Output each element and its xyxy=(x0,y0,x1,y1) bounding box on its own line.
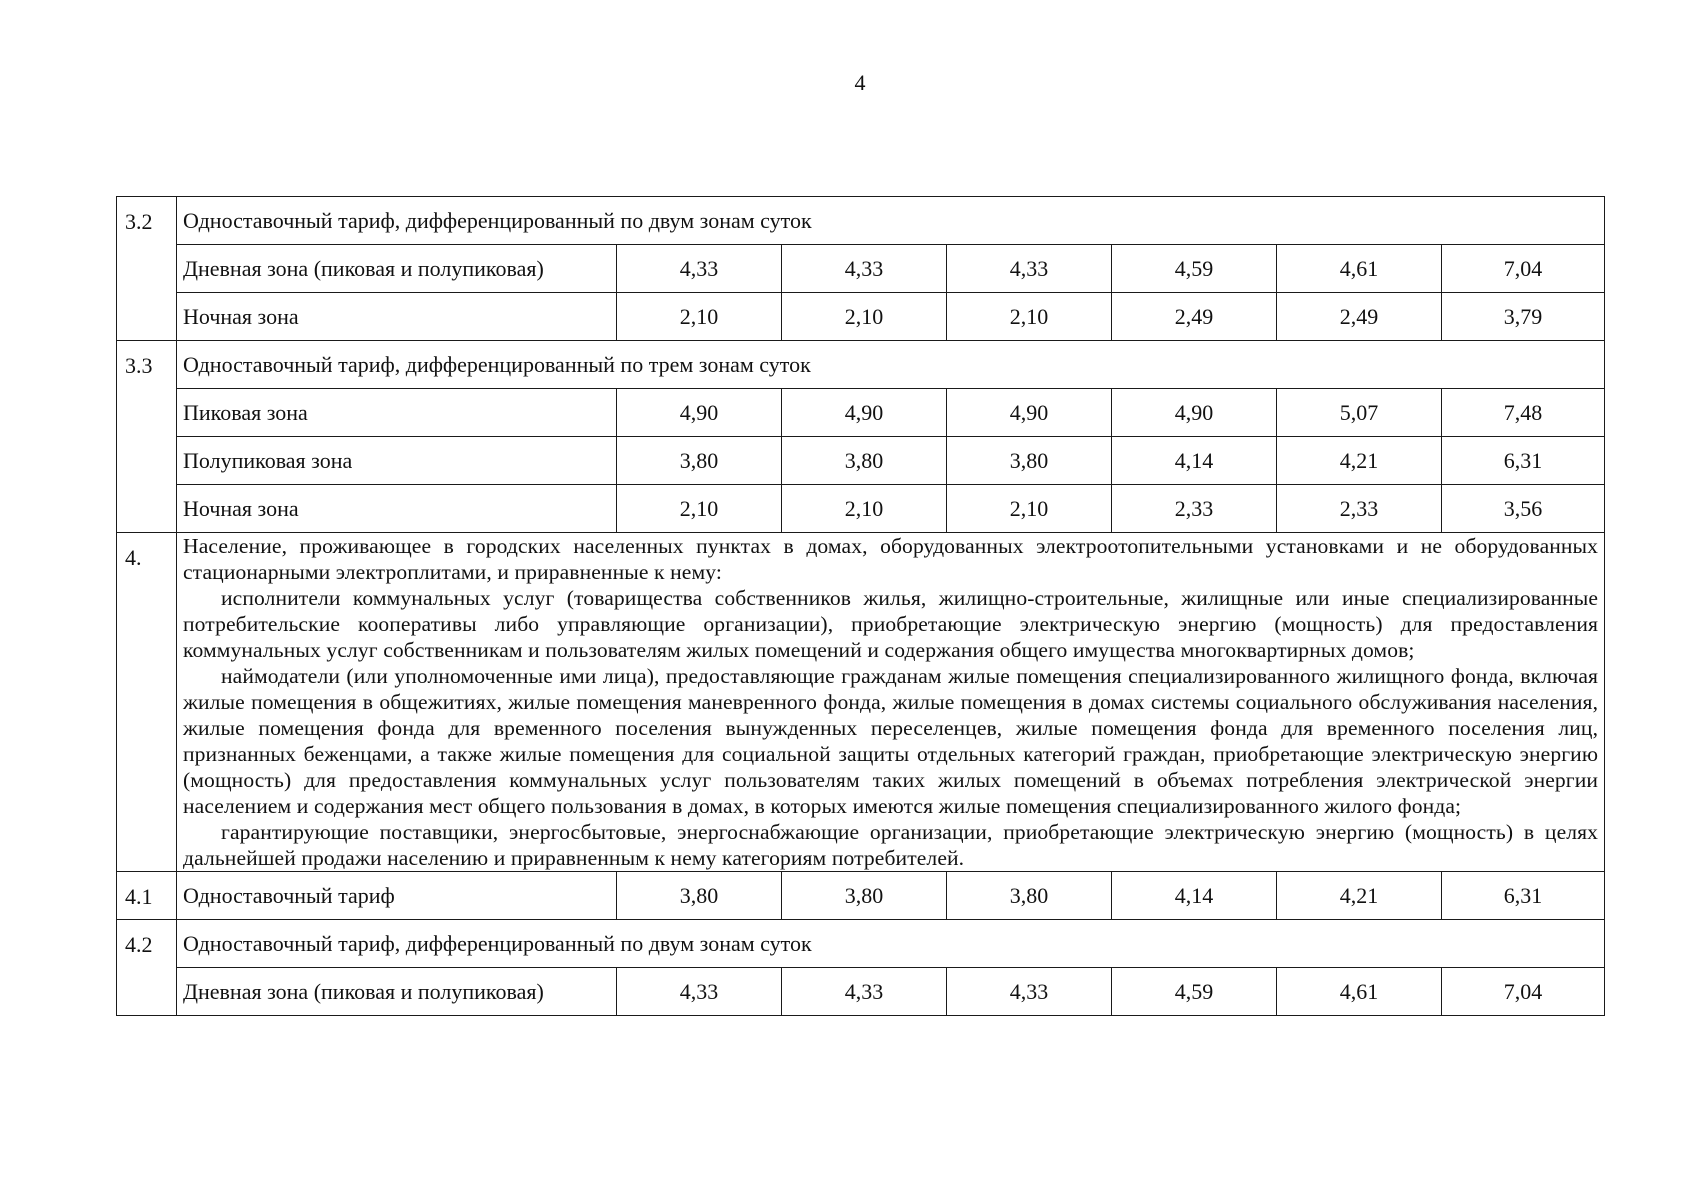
tariff-value: 3,80 xyxy=(947,437,1112,485)
table-row xyxy=(117,341,1605,389)
description-paragraph: исполнители коммунальных услуг (товарищества собственников жилья, жилищно-строительные, жилищные или иные специализированные потребительские кооперативы либо управляющие организации), приобретающие электрическую энергию (мощность) для предоставления коммунальных услуг собственникам и пользователям жилых помещений и содержания общего имущества многоквартирных домов; xyxy=(183,586,1599,662)
tariff-value: 3,79 xyxy=(1442,293,1605,341)
tariff-value: 4,59 xyxy=(1112,245,1277,293)
tariff-value: 6,31 xyxy=(1442,872,1605,920)
tariff-value: 4,90 xyxy=(1112,389,1277,437)
table-row xyxy=(117,389,1605,437)
row-label: Ночная зона xyxy=(177,485,617,533)
row-number: 4.1 xyxy=(117,872,177,920)
row-label: Пиковая зона xyxy=(177,389,617,437)
row-label: Полупиковая зона xyxy=(177,437,617,485)
description-paragraph: наймодатели (или уполномоченные ими лица), предоставляющие гражданам жилые помещения специализированного жилищного фонда, включая жилые помещения в общежитиях, жилые помещения маневренного фонда, жилые помещения в домах системы социального обслуживания населения, жилые помещения фонда для временного поселения вынужденных переселенцев, жилые помещения фонда для временного поселения лиц, признанных беженцами, а также жилые помещения для социальной защиты отдельных категорий граждан, приобретающие электрическую энергию (мощность) для предоставления коммунальных услуг пользователям таких жилых помещений в объемах потребления электрической энергии населением и содержания мест общего пользования в домах, в которых имеются жилые помещения специализированного жилого фонда; xyxy=(183,664,1599,818)
tariff-value: 3,80 xyxy=(782,872,947,920)
tariff-value: 6,31 xyxy=(1442,437,1605,485)
tariff-value: 2,33 xyxy=(1112,485,1277,533)
tariff-value: 2,10 xyxy=(782,293,947,341)
tariff-value: 2,49 xyxy=(1277,293,1442,341)
tariff-value: 4,33 xyxy=(617,968,782,1016)
section-title: Одноставочный тариф, дифференцированный по двум зонам суток xyxy=(177,197,1605,245)
tariff-value: 5,07 xyxy=(1277,389,1442,437)
tariff-value: 4,61 xyxy=(1277,245,1442,293)
tariff-value: 2,10 xyxy=(617,293,782,341)
row-label: Одноставочный тариф xyxy=(177,872,617,920)
description-paragraph: гарантирующие поставщики, энергосбытовые, энергоснабжающие организации, приобретающие электрическую энергию (мощность) в целях дальнейшей продажи населению и приравненным к нему категориям потребителей. xyxy=(183,820,1599,870)
tariff-value: 4,90 xyxy=(782,389,947,437)
tariff-value: 2,10 xyxy=(947,485,1112,533)
tariff-value: 3,80 xyxy=(617,872,782,920)
section-title: Одноставочный тариф, дифференцированный по двум зонам суток xyxy=(177,920,1605,968)
tariff-value: 2,10 xyxy=(617,485,782,533)
row-label: Ночная зона xyxy=(177,293,617,341)
page-number: 4 xyxy=(854,70,866,95)
tariff-value: 7,04 xyxy=(1442,968,1605,1016)
table-row xyxy=(117,437,1605,485)
tariff-value: 3,80 xyxy=(782,437,947,485)
tariff-value: 4,21 xyxy=(1277,437,1442,485)
tariff-value: 3,80 xyxy=(947,872,1112,920)
tariff-value: 4,33 xyxy=(947,968,1112,1016)
tariff-value: 4,21 xyxy=(1277,872,1442,920)
consumer-description xyxy=(177,533,1605,872)
tariff-value: 7,48 xyxy=(1442,389,1605,437)
tariff-value: 4,59 xyxy=(1112,968,1277,1016)
tariff-value: 4,14 xyxy=(1112,872,1277,920)
section-title: Одноставочный тариф, дифференцированный по трем зонам суток xyxy=(177,341,1605,389)
table-row xyxy=(117,872,1605,920)
table-row xyxy=(117,245,1605,293)
table-row xyxy=(117,920,1605,968)
row-label: Дневная зона (пиковая и полупиковая) xyxy=(177,245,617,293)
tariff-value: 4,14 xyxy=(1112,437,1277,485)
table-row xyxy=(117,485,1605,533)
row-label: Дневная зона (пиковая и полупиковая) xyxy=(177,968,617,1016)
tariff-value: 4,33 xyxy=(617,245,782,293)
row-number: 3.3 xyxy=(117,341,177,533)
table-row xyxy=(117,293,1605,341)
tariff-value: 2,10 xyxy=(947,293,1112,341)
tariff-value: 4,33 xyxy=(782,968,947,1016)
table-row xyxy=(117,197,1605,245)
tariff-value: 3,56 xyxy=(1442,485,1605,533)
tariff-value: 4,33 xyxy=(782,245,947,293)
table-row xyxy=(117,968,1605,1016)
tariff-value: 3,80 xyxy=(617,437,782,485)
tariff-value: 7,04 xyxy=(1442,245,1605,293)
row-number: 3.2 xyxy=(117,197,177,341)
tariff-value: 2,10 xyxy=(782,485,947,533)
table-row xyxy=(117,533,1605,872)
row-number: 4. xyxy=(117,533,177,872)
tariff-value: 4,33 xyxy=(947,245,1112,293)
row-number: 4.2 xyxy=(117,920,177,1016)
tariff-table xyxy=(116,196,1605,1016)
description-paragraph: Население, проживающее в городских населенных пунктах в домах, оборудованных электроотопительными установками и не оборудованных стационарными электроплитами, и приравненные к нему: xyxy=(183,534,1599,584)
tariff-value: 4,61 xyxy=(1277,968,1442,1016)
tariff-value: 4,90 xyxy=(947,389,1112,437)
tariff-value: 2,33 xyxy=(1277,485,1442,533)
tariff-value: 2,49 xyxy=(1112,293,1277,341)
tariff-value: 4,90 xyxy=(617,389,782,437)
